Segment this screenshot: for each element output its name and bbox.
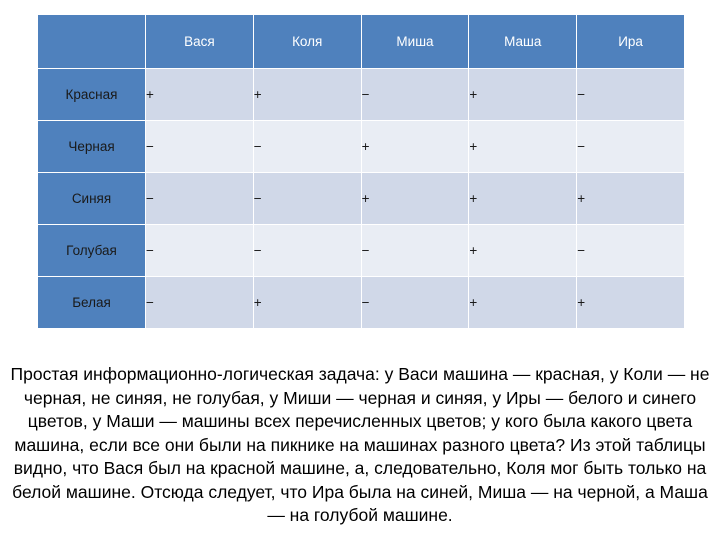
- table-cell: −: [361, 225, 469, 277]
- table-cell: −: [577, 225, 685, 277]
- caption-text: Простая информационно-логическая задача: у Васи машина — красная, у Коли — не черная, не синяя, не голубая, у Миши — черная и синяя, у Иры — белого и синего цветов, у Маши — машины всех перечисленных цветов; у кого была какого цвета машина, если все они были на пикнике на машинах разного цвета? Из этой таблицы видно, что Вася был на красной машине, а, следовательно, Коля мог быть только на белой машине. Отсюда следует, что Ира была на синей, Миша — на черной, а Маша — на голубой машине.: [10, 364, 710, 525]
- header-row: [38, 15, 685, 69]
- row-header-light-blue: Голубая: [38, 225, 146, 277]
- table-cell: +: [469, 69, 577, 121]
- table-cell: +: [146, 69, 254, 121]
- table-cell: −: [253, 173, 361, 225]
- row-header-white: Белая: [38, 277, 146, 329]
- assignment-table: [37, 14, 685, 329]
- table-cell: −: [253, 121, 361, 173]
- table-cell: −: [146, 225, 254, 277]
- table-cell: +: [469, 121, 577, 173]
- table-cell: −: [146, 121, 254, 173]
- column-header-vasya: Вася: [146, 15, 254, 69]
- table-cell: −: [577, 69, 685, 121]
- table-cell: +: [253, 69, 361, 121]
- column-header-masha: Маша: [469, 15, 577, 69]
- table-row: [38, 121, 685, 173]
- table-cell: +: [253, 277, 361, 329]
- table-cell: +: [361, 121, 469, 173]
- table-cell: −: [146, 173, 254, 225]
- table-cell: −: [253, 225, 361, 277]
- column-header-misha: Миша: [361, 15, 469, 69]
- table-cell: −: [361, 69, 469, 121]
- table-row: [38, 225, 685, 277]
- table-cell: −: [146, 277, 254, 329]
- corner-cell: [38, 15, 146, 69]
- column-header-kolya: Коля: [253, 15, 361, 69]
- table-cell: +: [469, 173, 577, 225]
- row-header-black: Черная: [38, 121, 146, 173]
- table-row: [38, 173, 685, 225]
- table-cell: +: [469, 277, 577, 329]
- table-cell: +: [361, 173, 469, 225]
- row-header-red: Красная: [38, 69, 146, 121]
- table-cell: +: [469, 225, 577, 277]
- table-cell: +: [577, 277, 685, 329]
- table-row: [38, 69, 685, 121]
- table-cell: +: [577, 173, 685, 225]
- row-header-blue: Синяя: [38, 173, 146, 225]
- column-header-ira: Ира: [577, 15, 685, 69]
- table-cell: −: [361, 277, 469, 329]
- table-row: [38, 277, 685, 329]
- table-cell: −: [577, 121, 685, 173]
